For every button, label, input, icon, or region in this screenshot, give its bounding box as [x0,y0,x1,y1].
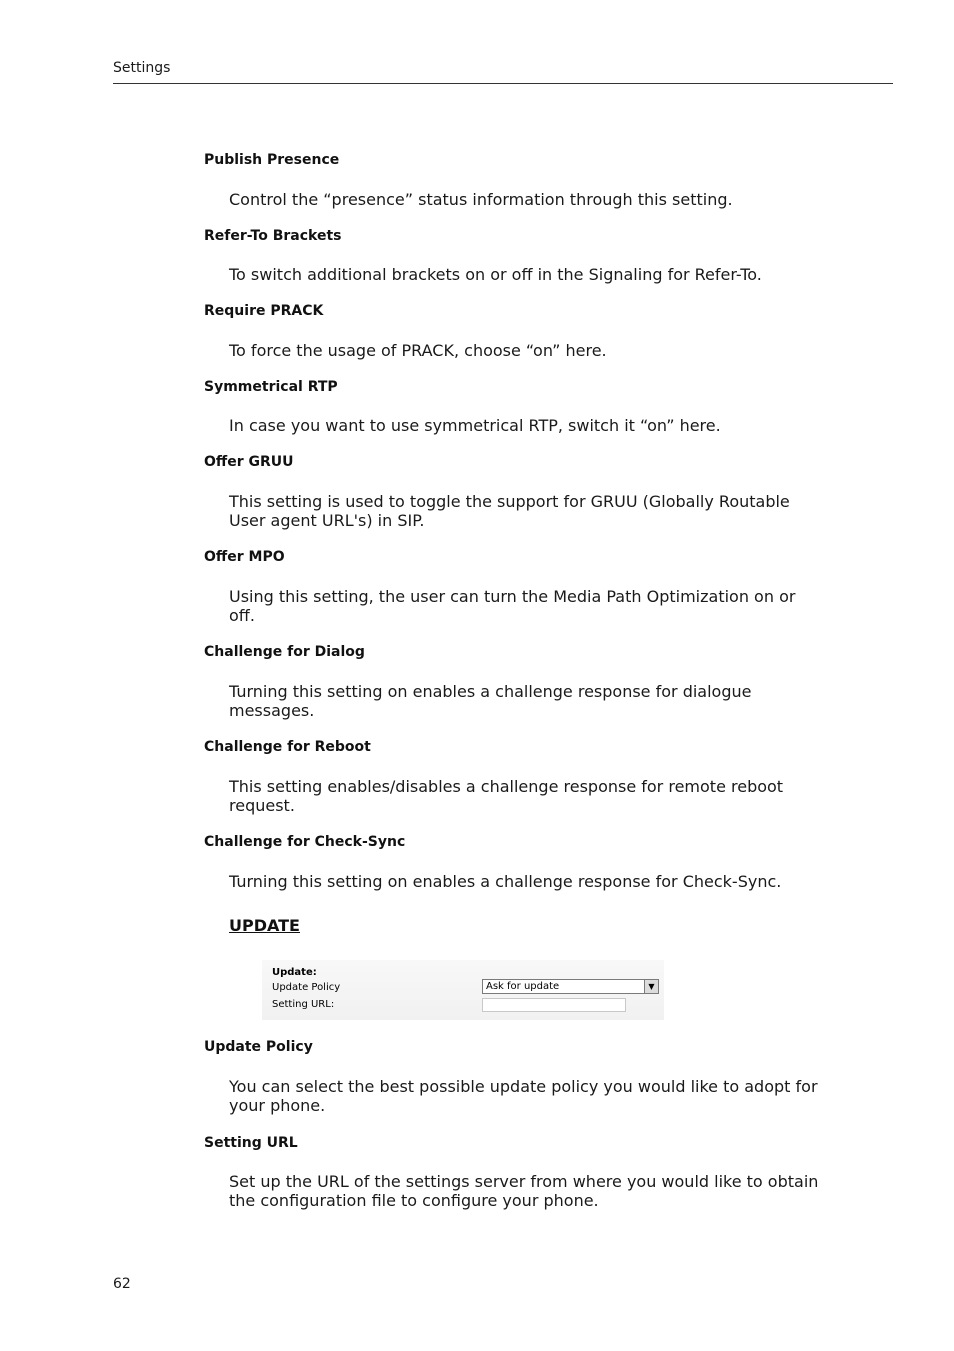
setting-url-label: Setting URL: [272,999,335,1010]
header-rule [113,83,893,84]
update-title: UPDATE [229,916,300,935]
heading-offer-mpo: Offer MPO [204,549,285,565]
para-challenge-reboot: This setting enables/disables a challenge response for remote reboot request. [229,777,784,815]
heading-update-policy: Update Policy [204,1039,313,1055]
para-update-policy: You can select the best possible update policy you would like to adopt for your phone. [229,1077,818,1115]
update-policy-value: Ask for update [486,981,560,992]
heading-challenge-dialog: Challenge for Dialog [204,644,365,660]
para-challenge-dialog: Turning this setting on enables a challenge response for dialogue messages. [229,682,752,720]
para-setting-url: Set up the URL of the settings server from where you would like to obtain the configuration file to configure your phone. [229,1172,819,1210]
page-number: 62 [113,1276,131,1292]
heading-challenge-check-sync: Challenge for Check-Sync [204,834,406,850]
para-require-prack: To force the usage of PRACK, choose “on” here. [229,341,607,360]
heading-challenge-reboot: Challenge for Reboot [204,739,371,755]
update-settings-screenshot [262,960,664,1020]
para-offer-gruu: This setting is used to toggle the support for GRUU (Globally Routable User agent URL's) in SIP. [229,492,790,530]
screenshot-title: Update: [272,967,317,978]
para-challenge-check-sync: Turning this setting on enables a challenge response for Check-Sync. [229,872,782,891]
heading-symmetrical-rtp: Symmetrical RTP [204,379,338,395]
setting-url-input[interactable] [482,998,626,1012]
update-policy-select[interactable] [482,979,659,994]
heading-offer-gruu: Offer GRUU [204,454,294,470]
chevron-down-icon[interactable]: ▼ [644,980,658,993]
heading-refer-to-brackets: Refer-To Brackets [204,228,342,244]
running-header: Settings [113,60,171,76]
heading-setting-url: Setting URL [204,1135,298,1151]
heading-publish-presence: Publish Presence [204,152,340,168]
para-publish-presence: Control the “presence” status information through this setting. [229,190,733,209]
heading-require-prack: Require PRACK [204,303,324,319]
para-refer-to-brackets: To switch additional brackets on or off in the Signaling for Refer-To. [229,265,762,284]
para-offer-mpo: Using this setting, the user can turn the Media Path Optimization on or off. [229,587,796,625]
para-symmetrical-rtp: In case you want to use symmetrical RTP, switch it “on” here. [229,416,721,435]
update-policy-label: Update Policy [272,982,341,993]
